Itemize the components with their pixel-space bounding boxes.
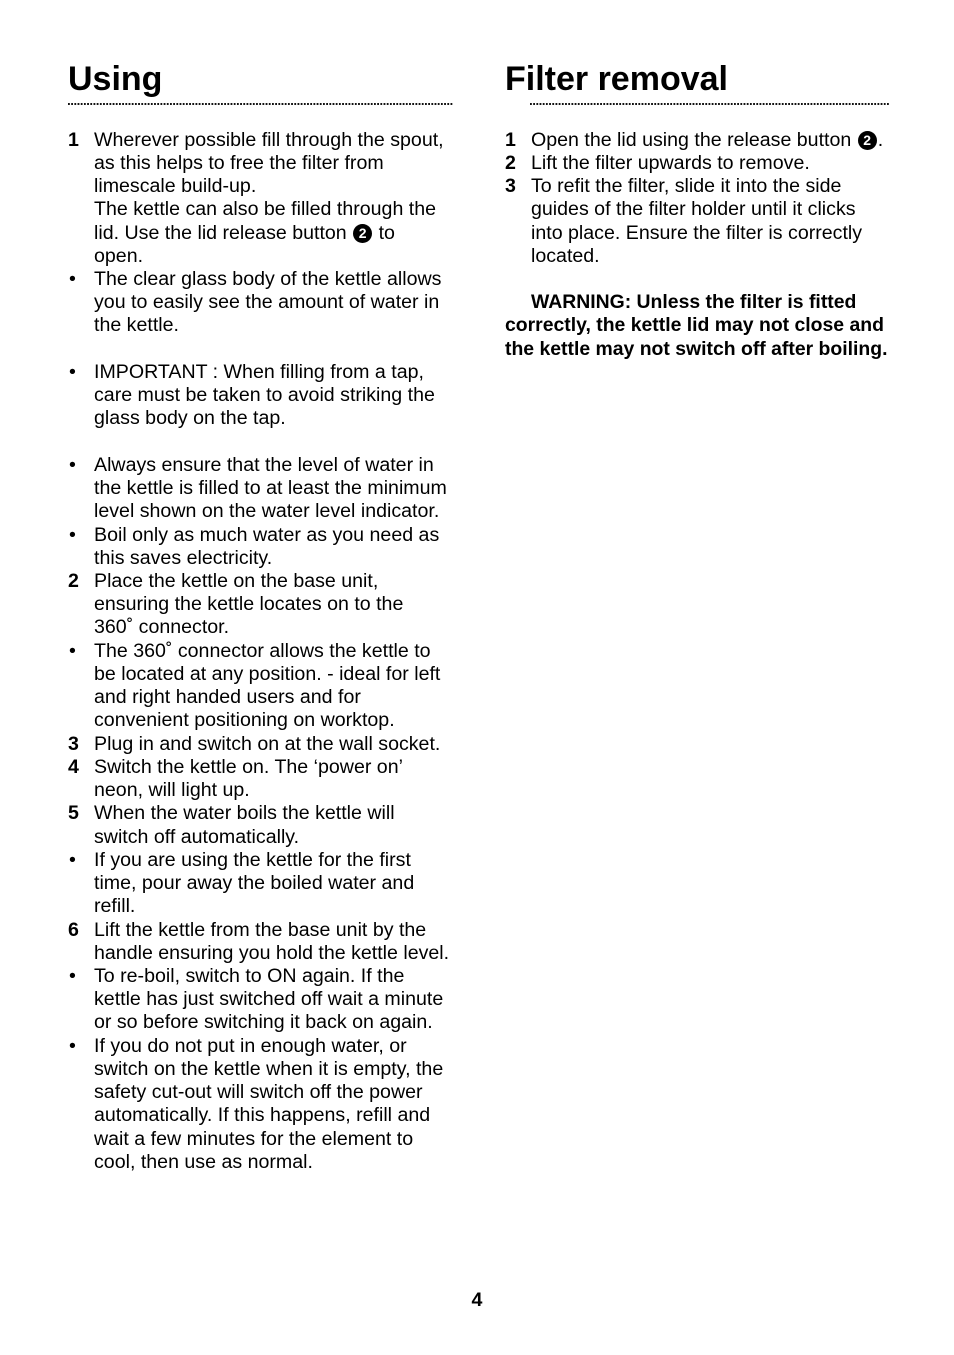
list-item-text: IMPORTANT : When filling from a tap, care must be taken to avoid striking the glass body on the tap.	[94, 360, 435, 430]
list-item-text: When the water boils the kettle will switch off automatically.	[94, 802, 395, 848]
list-item	[68, 849, 468, 919]
bullet-marker: •	[69, 268, 76, 290]
list-item-text: To re-boil, switch to ON again. If the kettle has just switched off wait a minute or so before switching it back on again.	[94, 965, 444, 1034]
list-item-text: If you do not put in enough water, or switch on the kettle when it is empty, the safety cut-out will switch off the power automatically. If this happens, refill and wait a few minutes for the element to cool, then use as normal.	[94, 1034, 444, 1173]
list-item	[68, 129, 468, 268]
step-number: 5	[68, 802, 79, 825]
callout-number-icon: 2	[353, 224, 372, 243]
list-item	[68, 756, 468, 802]
bullet-marker: •	[69, 360, 76, 383]
list-item-text: Place the kettle on the base unit, ensuring the kettle locates on to the 360˚ connector.	[94, 570, 404, 639]
list-item	[68, 640, 468, 733]
using-heading: Using	[68, 60, 163, 98]
list-item-text: The clear glass body of the kettle allows you to easily see the amount of water in the kettle.	[94, 268, 442, 337]
list-item-text: Plug in and switch on at the wall socket.	[94, 732, 441, 755]
list-item	[505, 152, 935, 175]
list-item-text: The 360˚ connector allows the kettle to be located at any position. - ideal for left and right handed users and for convenient positioning on worktop.	[94, 639, 441, 732]
list-item	[505, 175, 935, 268]
bullet-marker: •	[69, 1034, 76, 1057]
list-item-text: Switch the kettle on. The ‘power on’ neon, will light up.	[94, 755, 403, 802]
list-item-text	[94, 129, 468, 268]
bullet-marker: •	[69, 453, 76, 476]
list-item	[68, 733, 468, 756]
list-item-text: Lift the kettle from the base unit by the handle ensuring you hold the kettle level.	[94, 918, 450, 964]
step-number: 3	[68, 732, 79, 755]
list-item-text: Boil only as much water as you need as this saves electricity.	[94, 523, 440, 569]
using-heading-underline	[68, 103, 453, 105]
list-item	[68, 524, 468, 570]
list-item	[68, 1035, 468, 1174]
list-item	[505, 129, 935, 152]
list-item-text-part: to open.	[94, 221, 395, 267]
list-item	[68, 268, 468, 338]
bullet-marker: •	[69, 523, 76, 546]
step-number: 4	[68, 755, 79, 778]
using-section	[68, 0, 468, 1200]
list-item-text: Always ensure that the level of water in the kettle is filled to at least the minimum level shown on the water level indicator.	[94, 453, 447, 523]
list-item-text-part: Wherever possible fill through the spout, as this helps to free the filter from limescale build-up. The kettle can also be filled through the lid. Use the lid release button	[94, 128, 444, 244]
list-item-text: If you are using the kettle for the first time, pour away the boiled water and refill.	[94, 848, 415, 918]
list-item-text: To refit the filter, slide it into the side guides of the filter holder until it clicks into place. Ensure the filter is correctly located.	[531, 175, 863, 267]
bullet-marker: •	[69, 639, 76, 662]
step-number: 2	[68, 570, 79, 593]
list-item	[68, 570, 468, 640]
list-item-text	[531, 129, 935, 152]
bullet-marker: •	[69, 848, 76, 871]
filter-removal-section	[505, 0, 935, 1200]
list-item	[68, 454, 468, 524]
filter-removal-heading: Filter removal	[505, 60, 728, 98]
step-number: 1	[68, 128, 79, 151]
list-item	[68, 919, 468, 965]
list-item-text-part: Open the lid using the release button	[531, 128, 857, 151]
step-number: 2	[505, 151, 516, 174]
filter-warning: WARNING: Unless the filter is fitted correctly, the kettle lid may not close and the kettle may not switch off after boiling.	[505, 291, 888, 360]
list-item	[68, 965, 468, 1035]
list-item	[68, 361, 468, 431]
filter-removal-list	[505, 129, 935, 361]
list-item-text: Lift the filter upwards to remove.	[531, 151, 810, 174]
page-number: 4	[471, 1288, 483, 1311]
callout-number-icon: 2	[858, 131, 877, 150]
list-item	[68, 802, 468, 848]
step-number: 6	[68, 918, 79, 941]
step-number: 1	[505, 128, 516, 151]
list-item-text-part: .	[877, 128, 884, 151]
step-number: 3	[505, 175, 516, 198]
filter-removal-heading-underline	[530, 103, 889, 105]
bullet-marker: •	[69, 965, 76, 987]
using-list	[68, 129, 468, 1175]
